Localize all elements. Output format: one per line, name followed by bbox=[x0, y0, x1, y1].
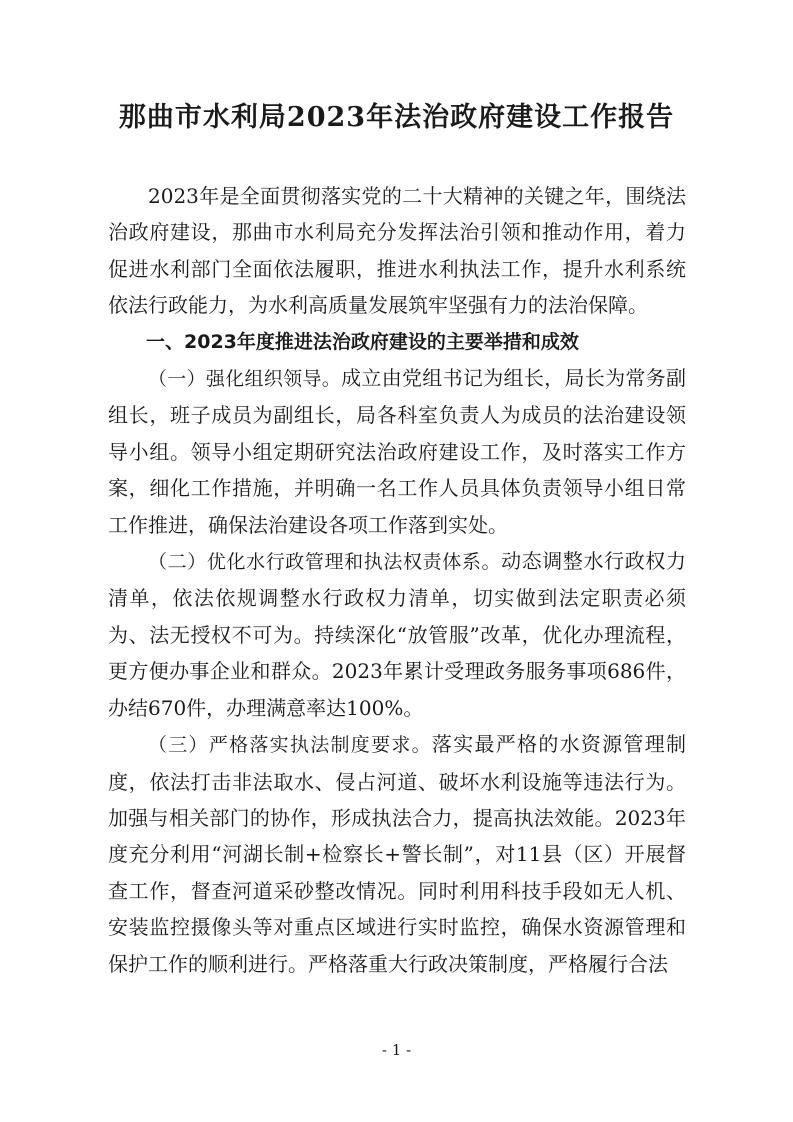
section-heading-1: 一、2023年度推进法治政府建设的主要举措和成效 bbox=[146, 330, 579, 353]
document-title: 那曲市水利局2023年法治政府建设工作报告 bbox=[118, 102, 675, 133]
item-lead-3: （三）严格落实执法制度要求。 bbox=[148, 734, 432, 757]
item-text-2: 动态调整水行政权力清单，依法依规调整水行政权力清单，切实做到法定职责必须为、法无授权不可为。持续深化“放管服”改革，优化办理流程，更方便办事企业和群众。2023年累计受理政务服务事项686件，办结670件，办理满意率达100%。 bbox=[108, 549, 686, 720]
intro-paragraph: 2023年是全面贯彻落实党的二十大精神的关键之年，围绕法治政府建设，那曲市水利局充分发挥法治引领和推动作用，着力促进水利部门全面依法履职，推进水利执法工作，提升水利系统依法行政能力，为水利高质量发展筑牢坚强有力的法治保障。 bbox=[108, 184, 686, 318]
item-paragraph-1 bbox=[108, 360, 686, 543]
item-text-1: 成立由党组书记为组长，局长为常务副组长，班子成员为副组长，局各科室负责人为成员的法治建设领导小组。领导小组定期研究法治政府建设工作，及时落实工作方案，细化工作措施，并明确一名工作人员具体负责领导小组日常工作推进，确保法治建设各项工作落到实处。 bbox=[108, 366, 686, 537]
item-paragraph-2 bbox=[108, 543, 686, 726]
item-lead-2: （二）优化水行政管理和执法权责体系。 bbox=[148, 551, 502, 574]
item-lead-1: （一）强化组织领导。 bbox=[148, 368, 342, 391]
item-paragraph-3 bbox=[108, 726, 686, 982]
item-text-3: 落实最严格的水资源管理制度，依法打击非法取水、侵占河道、破坏水利设施等违法行为。加强与相关部门的协作，形成执法合力，提高执法效能。2023年度充分利用“河湖长制+检察长+警长制”，对11县（区）开展督查工作，督查河道采砂整改情况。同时利用科技手段如无人机、安装监控摄像头等对重点区域进行实时监控，确保水资源管理和保护工作的顺利进行。严格落重大行政决策制度，严格履行合法 bbox=[108, 732, 686, 976]
document-body bbox=[108, 178, 686, 982]
page-number: - 1 - bbox=[381, 1041, 412, 1059]
